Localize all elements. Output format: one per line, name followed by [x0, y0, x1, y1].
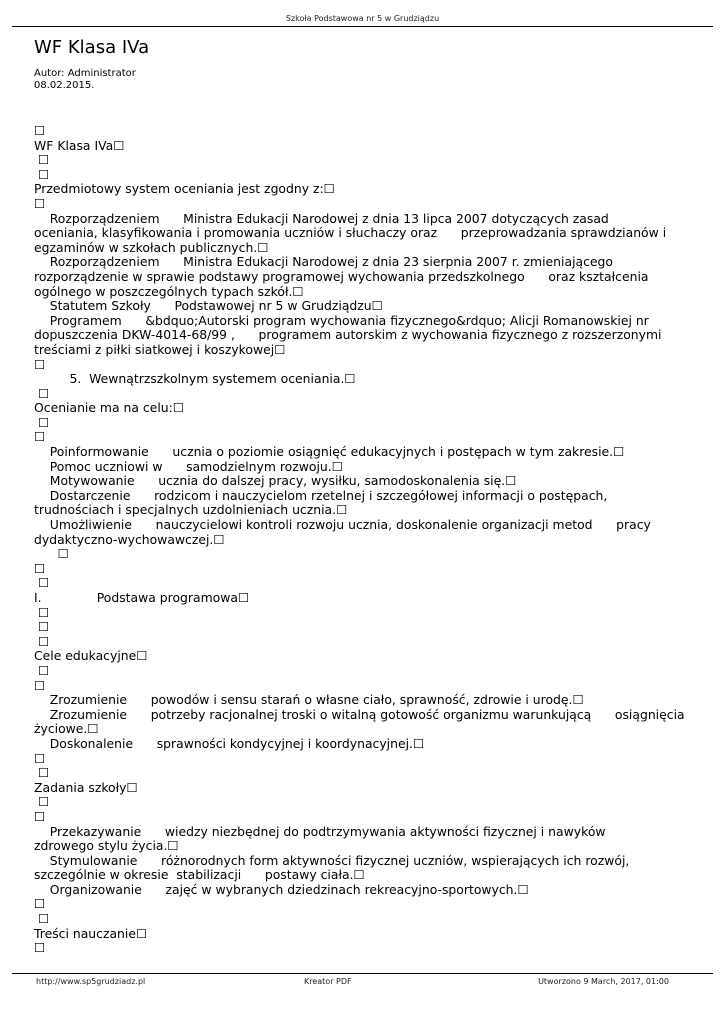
body-line: życiowe.☐: [34, 721, 99, 737]
footer-divider: [12, 973, 713, 974]
body-line: ☐: [34, 765, 50, 781]
document-meta: [34, 68, 136, 92]
body-line: Programem &bdquo;Autorski program wychowania fizycznego&rdquo; Alicji Romanowskiej nr: [34, 312, 649, 328]
body-line: ☐: [34, 546, 69, 562]
body-line: treściami z piłki siatkowej i koszykowej☐: [34, 341, 286, 357]
body-line: zdrowego stylu życia.☐: [34, 838, 179, 854]
body-line: Pomoc uczniowi w samodzielnym rozwoju.☐: [34, 458, 343, 474]
body-line: Zrozumienie potrzeby racjonalnej troski o witalną gotowość organizmu warunkującą osiągnięcia: [34, 706, 685, 722]
body-line: oceniania, klasyfikowania i promowania uczniów i słuchaczy oraz przeprowadzania sprawdzianów i: [34, 225, 667, 241]
body-line: ☐: [34, 662, 50, 678]
body-line: Dostarczenie rodzicom i nauczycielom rzetelnej i szczegółowej informacji o postępach,: [34, 487, 608, 503]
body-line: ☐: [34, 429, 46, 445]
body-line: Organizowanie zajęć w wybranych dziedzinach rekreacyjno-sportowych.☐: [34, 881, 529, 897]
body-line: ☐: [34, 152, 50, 168]
body-line: Statutem Szkoły Podstawowej nr 5 w Grudziądzu☐: [34, 298, 383, 314]
body-line: rozporządzenie w sprawie podstawy programowej wychowania przedszkolnego oraz kształcenia: [34, 268, 649, 284]
body-line: ☐: [34, 896, 46, 912]
body-line: ☐: [34, 808, 46, 824]
page-footer: [0, 977, 725, 989]
body-line: ☐: [34, 414, 50, 430]
document-body: [34, 123, 685, 956]
body-line: ☐: [34, 677, 46, 693]
body-line: dopuszczenia DKW-4014-68/99 , programem autorskim z wychowania fizycznego z rozszerzonymi: [34, 327, 662, 343]
body-line: Cele edukacyjne☐: [34, 648, 148, 664]
body-line: ☐: [34, 619, 50, 635]
footer-generator: Kreator PDF: [304, 977, 352, 986]
body-line: 5. Wewnątrzszkolnym systemem oceniania.☐: [34, 371, 356, 387]
page-header: Szkoła Podstawowa nr 5 w Grudziądzu: [285, 14, 440, 23]
body-line: dydaktyczno-wychowawczej.☐: [34, 531, 225, 547]
footer-created: Utworzono 9 March, 2017, 01:00: [538, 977, 669, 986]
body-line: Treści nauczanie☐: [34, 925, 148, 941]
body-line: ☐: [34, 195, 46, 211]
body-line: ☐: [34, 356, 46, 372]
author-line: Autor: Administrator: [34, 68, 136, 79]
document-title: WF Klasa IVa: [34, 37, 150, 58]
body-line: ☐: [34, 560, 46, 576]
body-line: egzaminów w szkołach publicznych.☐: [34, 239, 269, 255]
body-line: Umożliwienie nauczycielowi kontroli rozwoju ucznia, doskonalenie organizacji metod pracy: [34, 517, 651, 533]
body-line: Poinformowanie ucznia o poziomie osiągnięć edukacyjnych i postępach w tym zakresie.☐: [34, 444, 625, 460]
body-line: Motywowanie ucznia do dalszej pracy, wysiłku, samodoskonalenia się.☐: [34, 473, 517, 489]
body-line: Rozporządzeniem Ministra Edukacji Narodowej z dnia 23 sierpnia 2007 r. zmieniającego: [34, 254, 613, 270]
body-line: szczególnie w okresie stabilizacji postawy ciała.☐: [34, 867, 365, 883]
body-line: Stymulowanie różnorodnych form aktywności fizycznej uczniów, wspierających ich rozwój,: [34, 852, 630, 868]
footer-url: http://www.sp5grudziadz.pl: [36, 977, 146, 986]
body-line: ☐: [34, 794, 50, 810]
header-divider: [12, 26, 713, 27]
body-line: Zrozumienie powodów i sensu starań o własne ciało, sprawność, zdrowie i urodę.☐: [34, 692, 584, 708]
body-line: ☐: [34, 911, 50, 927]
body-line: ☐: [34, 940, 46, 956]
body-line: ☐: [34, 123, 46, 138]
document-date: 08.02.2015.: [34, 80, 95, 91]
body-line: ☐: [34, 575, 50, 591]
body-line: ogólnego w poszczególnych typach szkół.☐: [34, 283, 304, 299]
body-line: Rozporządzeniem Ministra Edukacji Narodowej z dnia 13 lipca 2007 dotyczących zasad: [34, 210, 609, 226]
body-line: Doskonalenie sprawności kondycyjnej i koordynacyjnej.☐: [34, 735, 425, 751]
body-line: ☐: [34, 633, 50, 649]
body-line: I. Podstawa programowa☐: [34, 590, 250, 605]
body-line: Przedmiotowy system oceniania jest zgodny z:☐: [34, 181, 335, 197]
body-line: WF Klasa IVa☐: [34, 137, 125, 153]
body-line: Zadania szkoły☐: [34, 779, 138, 795]
body-line: trudnościach i specjalnych uzdolnieniach ucznia.☐: [34, 502, 348, 518]
body-line: ☐: [34, 750, 46, 766]
body-line: ☐: [34, 166, 50, 182]
body-line: Ocenianie ma na celu:☐: [34, 400, 184, 416]
body-line: Przekazywanie wiedzy niezbędnej do podtrzymywania aktywności fizycznej i nawyków: [34, 823, 606, 839]
body-line: ☐: [34, 385, 50, 401]
body-line: ☐: [34, 604, 50, 620]
